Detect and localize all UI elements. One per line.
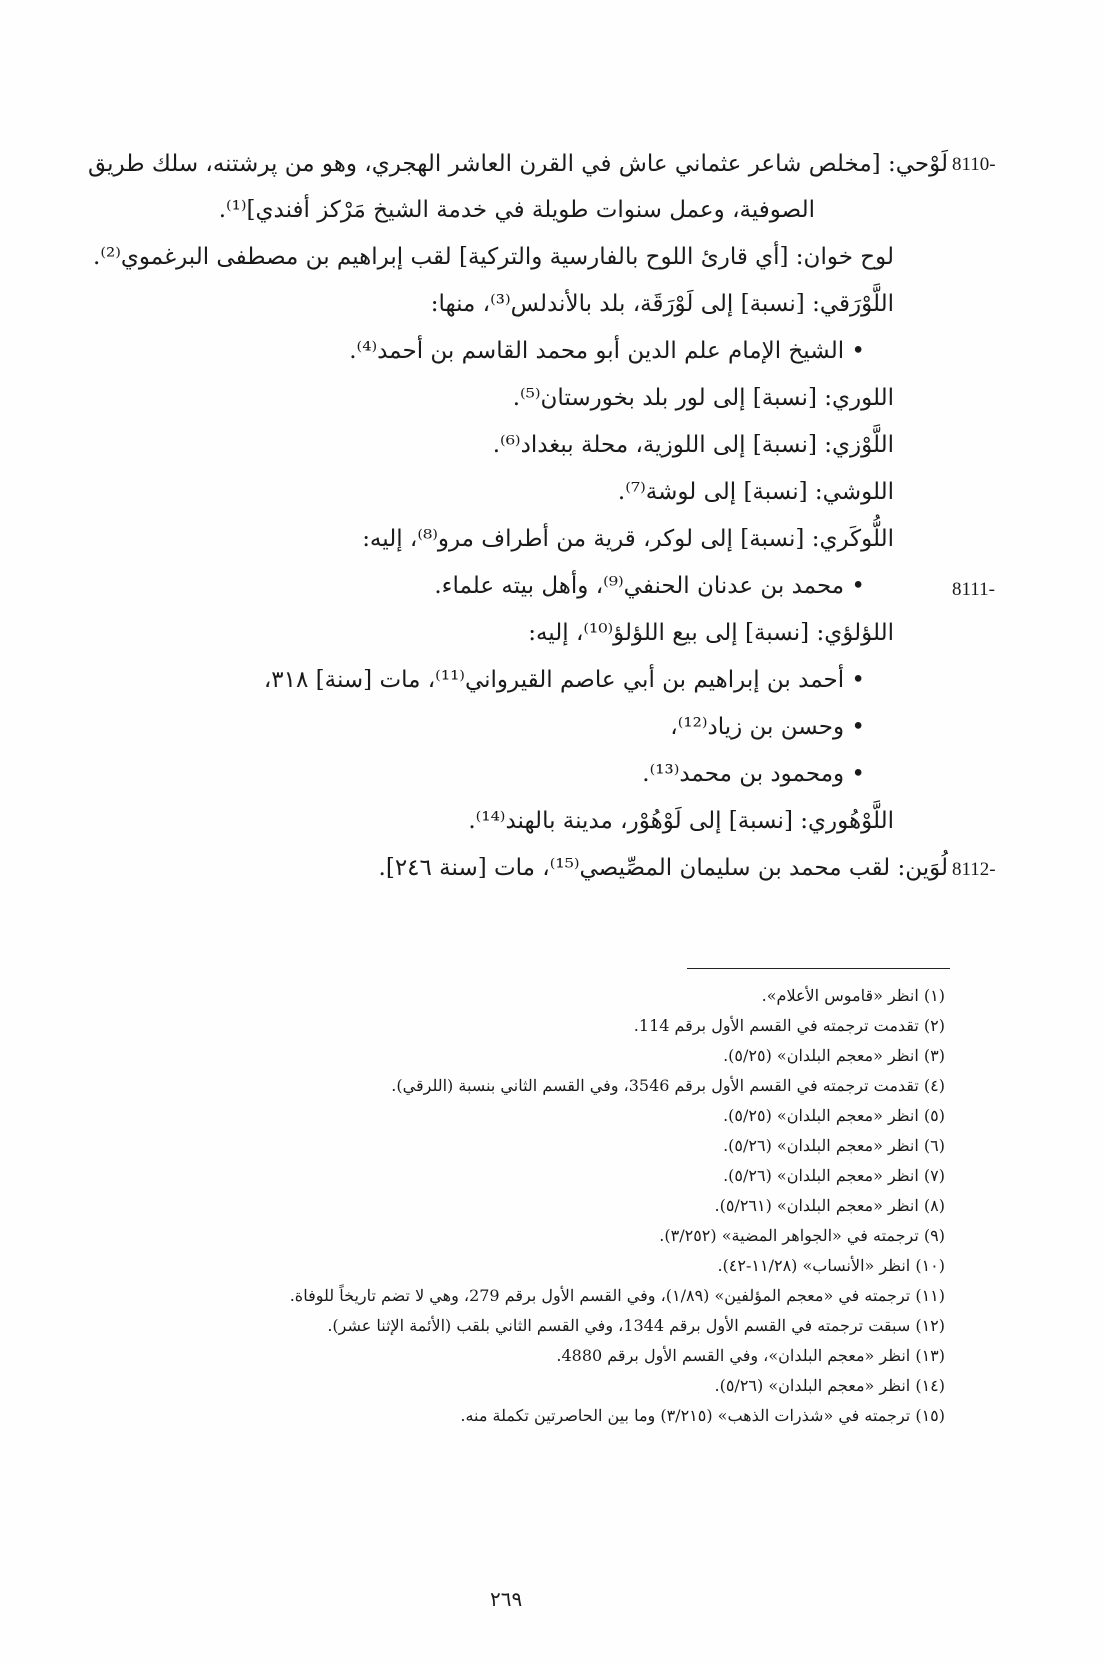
page-number: ٢٦٩	[490, 1587, 523, 1611]
footnote-12: (١٢) سبقت ترجمته في القسم الأول برقم 1344، وفي القسم الثاني بلقب (الأئمة الإثنا عشر).	[327, 1316, 945, 1335]
entry-lawshi: اللوشي: [نسبة] إلى لوشة⁽⁷⁾.	[617, 479, 894, 505]
entry-number-8110: 8110-	[952, 154, 996, 175]
footnote-7: (٧) انظر «معجم البلدان» (٥/٢٦).	[723, 1166, 945, 1185]
footnote-9: (٩) ترجمته في «الجواهر المضية» (٣/٢٥٢).	[659, 1226, 945, 1245]
footnote-3: (٣) انظر «معجم البلدان» (٥/٢٥).	[723, 1046, 945, 1065]
entry-luluui: اللؤلؤي: [نسبة] إلى بيع اللؤلؤ⁽¹⁰⁾، إليه:	[528, 620, 894, 646]
footnote-14: (١٤) انظر «معجم البلدان» (٥/٢٦).	[714, 1376, 945, 1395]
sub-entry-alam-aldin: • الشيخ الإمام علم الدين أبو محمد القاسم بن أحمد⁽⁴⁾.	[349, 338, 865, 364]
footnote-1: (١) انظر «قاموس الأعلام».	[761, 986, 945, 1005]
entry-luri: اللوري: [نسبة] إلى لور بلد بخورستان⁽⁵⁾.	[512, 385, 894, 411]
footnote-separator	[687, 968, 950, 969]
entry-8110-line-1: لَوْحي: [مخلص شاعر عثماني عاش في القرن العاشر الهجري، وهو من پرشتنه، سلك طريق	[87, 151, 948, 177]
footnote-10: (١٠) انظر «الأنساب» (١١/٢٨-٤٢).	[717, 1256, 945, 1275]
sub-entry-hasan-ziyad: • وحسن بن زياد⁽¹²⁾،	[670, 714, 865, 740]
footnote-6: (٦) انظر «معجم البلدان» (٥/٢٦).	[723, 1136, 945, 1155]
footnote-2: (٢) تقدمت ترجمته في القسم الأول برقم 114.	[633, 1016, 945, 1035]
sub-entry-ahmad-qayrawani: • أحمد بن إبراهيم بن أبي عاصم القيرواني⁽¹¹⁾، مات [سنة] ٣١٨،	[263, 667, 865, 693]
entry-8111-text: • محمد بن عدنان الحنفي⁽⁹⁾، وأهل بيته علماء.	[434, 573, 865, 599]
entry-number-8111: 8111-	[952, 579, 995, 600]
footnote-5: (٥) انظر «معجم البلدان» (٥/٢٥).	[723, 1106, 945, 1125]
entry-lawraqi: اللَّوْرَقي: [نسبة] إلى لَوْرَقَة، بلد بالأندلس⁽³⁾، منها:	[430, 291, 894, 317]
entry-lukari: اللُّوكَري: [نسبة] إلى لوكر، قرية من أطراف مرو⁽⁸⁾، إليه:	[362, 526, 894, 552]
entry-8112-text: لُوَين: لقب محمد بن سليمان المصِّيصي⁽¹⁵⁾، مات [سنة ٢٤٦].	[378, 855, 948, 881]
footnote-11: (١١) ترجمته في «معجم المؤلفين» (١/٨٩)، وفي القسم الأول برقم 279، وهي لا تضم تاريخاً للوفاة.	[289, 1286, 945, 1305]
sub-entry-mahmud: • ومحمود بن محمد⁽¹³⁾.	[642, 761, 865, 787]
entry-number-8112: 8112-	[952, 859, 996, 880]
footnote-13: (١٣) انظر «معجم البلدان»، وفي القسم الأول برقم 4880.	[556, 1346, 945, 1365]
entry-lawzi: اللَّوْزي: [نسبة] إلى اللوزية، محلة ببغداد⁽⁶⁾.	[492, 432, 894, 458]
entry-lawh-khwan: لوح خوان: [أي قارئ اللوح بالفارسية والتركية] لقب إبراهيم بن مصطفى البرغموي⁽²⁾.	[93, 244, 894, 270]
footnote-15: (١٥) ترجمته في «شذرات الذهب» (٣/٢١٥) وما بين الحاصرتين تكملة منه.	[460, 1406, 945, 1425]
footnote-8: (٨) انظر «معجم البلدان» (٥/٢٦١).	[714, 1196, 945, 1215]
footnote-4: (٤) تقدمت ترجمته في القسم الأول برقم 3546، وفي القسم الثاني بنسبة (اللرقي).	[391, 1076, 945, 1095]
entry-8110-line-2: الصوفية، وعمل سنوات طويلة في خدمة الشيخ مَرْكز أفندي]⁽¹⁾.	[218, 197, 815, 223]
entry-lawhawri: اللَّوْهُوري: [نسبة] إلى لَوْهُوْر، مدينة بالهند⁽¹⁴⁾.	[468, 808, 894, 834]
